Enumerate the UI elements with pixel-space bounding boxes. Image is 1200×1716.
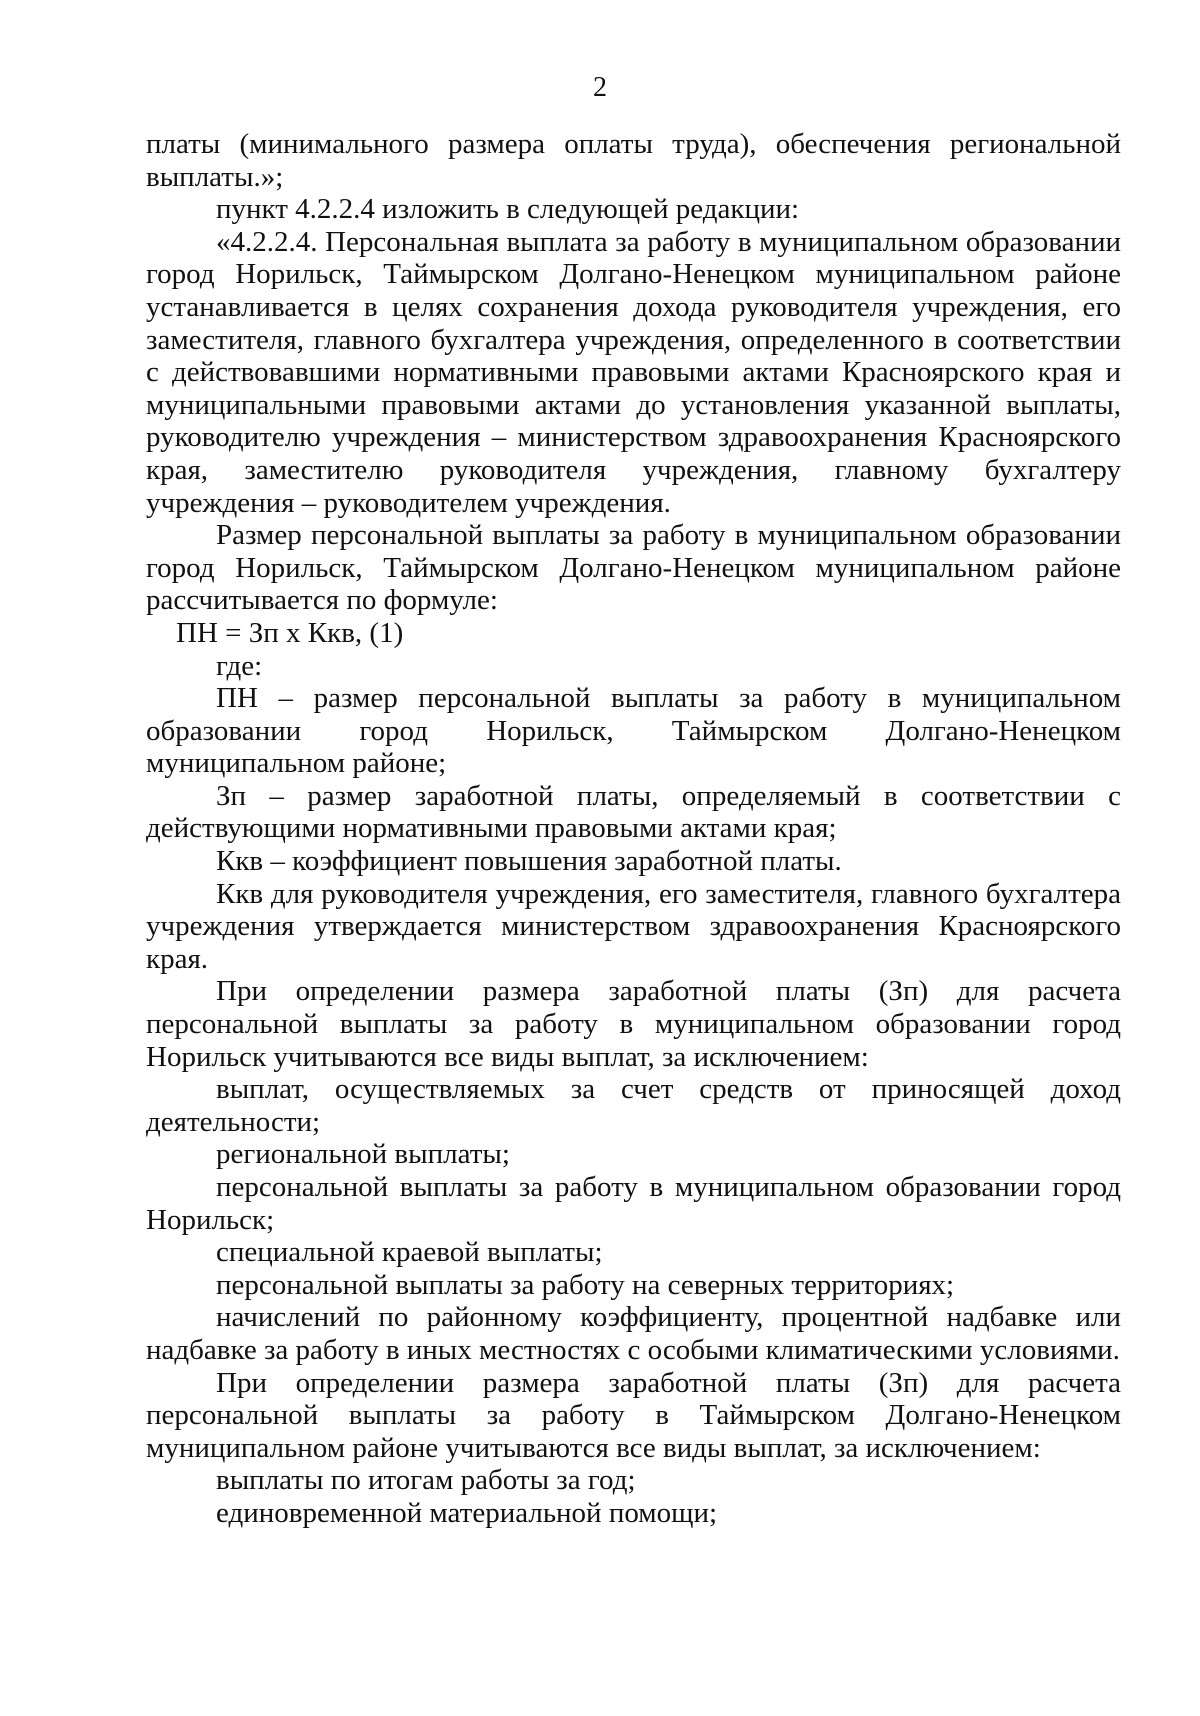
- formula: ПН = Зп x Ккв, (1): [176, 616, 404, 649]
- paragraph-continuation: платы (минимального размера оплаты труда), обеспечения региональной выплаты.»;: [146, 128, 1121, 193]
- paragraph-amendment-intro: пункт 4.2.2.4 изложить в следующей редакции:: [216, 193, 800, 226]
- definition-pn: ПН – размер персональной выплаты за работу в муниципальном образовании город Норильск, Таймырском Долгано-Ненецком муниципальном районе;: [146, 682, 1121, 780]
- paragraph-taimyr-exclusions-intro: При определении размера заработной платы (Зп) для расчета персональной выплаты за работу в Таймырском Долгано-Ненецком муниципальном районе учитываются все виды выплат, за исключением:: [146, 1366, 1121, 1464]
- list-item: выплат, осуществляемых за счет средств от приносящей доход деятельности;: [146, 1073, 1121, 1138]
- list-item: специальной краевой выплаты;: [216, 1236, 603, 1269]
- list-item: выплаты по итогам работы за год;: [216, 1464, 636, 1497]
- paragraph-norilsk-exclusions-intro: При определении размера заработной платы (Зп) для расчета персональной выплаты за работу в муниципальном образовании город Норильск учитываются все виды выплат, за исключением:: [146, 975, 1121, 1073]
- document-body: [146, 128, 1121, 1530]
- list-item: региональной выплаты;: [216, 1138, 510, 1171]
- paragraph-kkv-approval: Ккв для руководителя учреждения, его заместителя, главного бухгалтера учреждения утверждается министерством здравоохранения Красноярского края.: [146, 877, 1121, 975]
- definition-kkv: Ккв – коэффициент повышения заработной платы.: [216, 845, 842, 878]
- definition-zp: Зп – размер заработной платы, определяемый в соответствии с действующими нормативными правовыми актами края;: [146, 779, 1121, 845]
- list-item: единовременной материальной помощи;: [216, 1496, 718, 1529]
- page-number: 2: [593, 72, 607, 103]
- paragraph-where: где:: [216, 649, 263, 682]
- paragraph-formula-intro: Размер персональной выплаты за работу в муниципальном образовании город Норильск, Таймырском Долгано-Ненецком муниципальном районе рассчитывается по формуле:: [146, 519, 1121, 617]
- list-item: персональной выплаты за работу в муниципальном образовании город Норильск;: [146, 1171, 1121, 1236]
- paragraph-clause-4-2-2-4: «4.2.2.4. Персональная выплата за работу в муниципальном образовании город Норильск, Таймырском Долгано-Ненецком муниципальном районе устанавливается в целях сохранения дохода руководителя учреждения, его заместителя, главного бухгалтера учреждения, определенного в соответствии с действовавшими нормативными правовыми актами Красноярского края и муниципальными правовыми актами до установления указанной выплаты, руководителю учреждения – министерством здравоохранения Красноярского края, заместителю руководителя учреждения, главному бухгалтеру учреждения – руководителем учреждения.: [146, 225, 1121, 519]
- list-item: начислений по районному коэффициенту, процентной надбавке или надбавке за работу в иных местностях с особыми климатическими условиями.: [146, 1301, 1121, 1366]
- list-item: персональной выплаты за работу на северных территориях;: [216, 1268, 955, 1301]
